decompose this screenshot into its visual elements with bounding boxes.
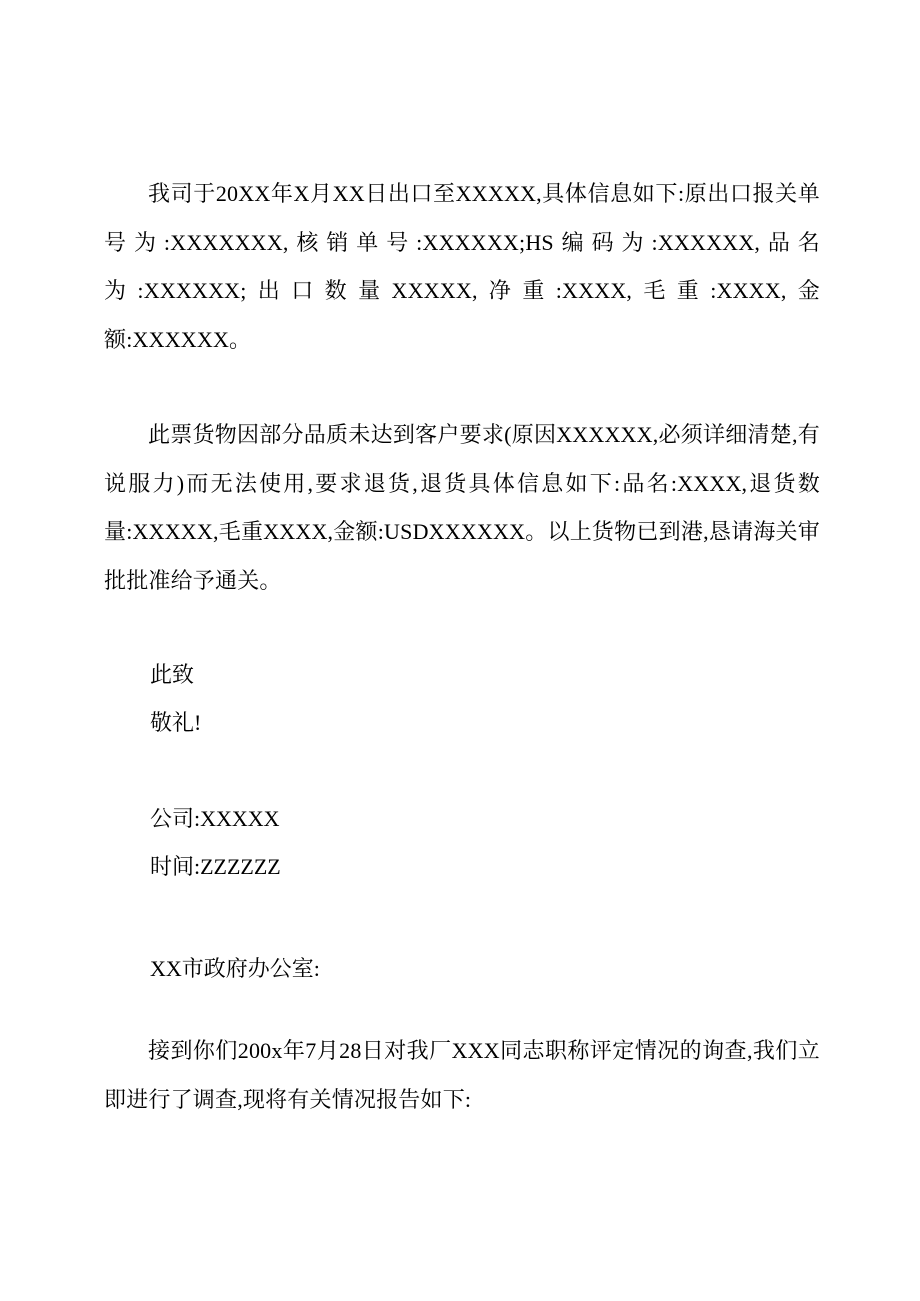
letter1-paragraph-export-info: 我司于20XX年X月XX日出口至XXXXX,具体信息如下:原出口报关单号为:XXXXXXX,核销单号:XXXXXX;HS编码为:XXXXXX,品名为:XXXXXX;出口数量XXXXX,净重:XXXX,毛重:XXXX,金额:XXXXXX。 <box>104 181 820 352</box>
letter2-paragraph-inquiry-response: 接到你们200x年7月28日对我厂XXX同志职称评定情况的询查,我们立即进行了调查,现将有关情况报告如下: <box>104 1038 820 1112</box>
letter1-paragraph-return-request: 此票货物因部分品质未达到客户要求(原因XXXXXX,必须详细清楚,有说服力)而无法使用,要求退货,退货具体信息如下:品名:XXXX,退货数量:XXXXX,毛重XXXX,金额:USDXXXXXX。以上货物已到港,恳请海关审批批准给予通关。 <box>104 422 820 593</box>
letter2-salutation: XX市政府办公室: <box>150 956 320 981</box>
company-line: 公司:XXXXX <box>150 806 280 831</box>
date-line: 时间:ZZZZZZ <box>150 854 281 879</box>
closing-line-2: 敬礼! <box>150 710 202 735</box>
closing-line-1: 此致 <box>150 662 195 687</box>
